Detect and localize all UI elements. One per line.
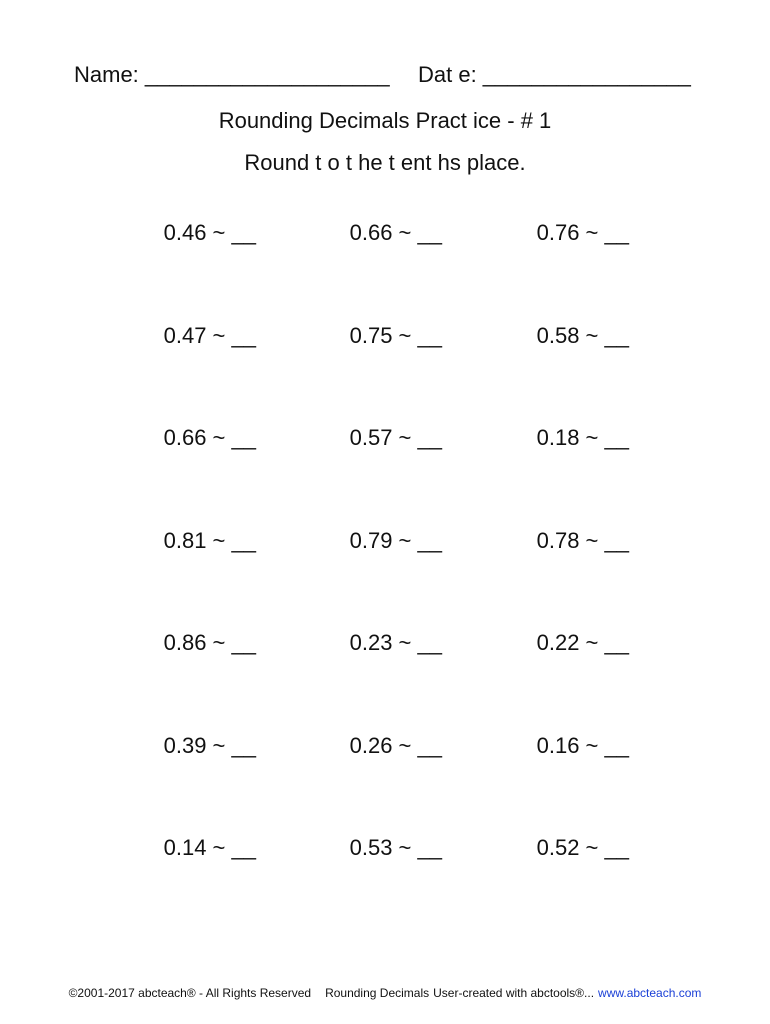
problem-item: 0.39 ~ __ bbox=[163, 732, 256, 758]
problem-row bbox=[0, 733, 770, 836]
problem-item: 0.66 ~ __ bbox=[349, 220, 442, 245]
problem-item: 0.22 ~ __ bbox=[536, 630, 629, 655]
problem-item: 0.53 ~ __ bbox=[349, 835, 442, 860]
problem-grid bbox=[0, 220, 770, 938]
problem-item: 0.57 ~ __ bbox=[349, 425, 442, 450]
problem-item: 0.26 ~ __ bbox=[349, 732, 442, 758]
problem-item: 0.81 ~ __ bbox=[163, 527, 256, 553]
problem-item: 0.23 ~ __ bbox=[349, 630, 442, 655]
problem-row bbox=[0, 835, 770, 938]
problem-row bbox=[0, 425, 770, 528]
problem-row bbox=[0, 323, 770, 426]
problem-item: 0.16 ~ __ bbox=[536, 732, 629, 758]
page-footer bbox=[0, 986, 770, 1000]
problem-item: 0.52 ~ __ bbox=[536, 835, 629, 860]
problem-item: 0.66 ~ __ bbox=[163, 425, 256, 450]
problem-item: 0.47 ~ __ bbox=[163, 322, 256, 348]
problem-item: 0.78 ~ __ bbox=[536, 527, 629, 553]
copyright-text: ©2001-2017 abcteach® - All Rights Reserved bbox=[68, 986, 312, 1000]
problem-item: 0.76 ~ __ bbox=[536, 220, 629, 245]
website-link[interactable]: www.abcteach.com bbox=[598, 986, 702, 1000]
worksheet-title: Rounding Decimals Pract ice - # 1 bbox=[218, 108, 552, 133]
problem-row bbox=[0, 220, 770, 323]
problem-item: 0.46 ~ __ bbox=[163, 220, 256, 245]
name-field: Name: ____________________ bbox=[74, 62, 390, 87]
worksheet-name: Rounding Decimals bbox=[325, 986, 430, 1000]
instruction-text: Round t o t he t ent hs place. bbox=[244, 150, 526, 175]
problem-item: 0.79 ~ __ bbox=[349, 527, 442, 553]
problem-item: 0.75 ~ __ bbox=[349, 322, 442, 348]
problem-item: 0.14 ~ __ bbox=[163, 835, 256, 860]
problem-item: 0.18 ~ __ bbox=[536, 425, 629, 450]
problem-item: 0.58 ~ __ bbox=[536, 322, 629, 348]
problem-item: 0.86 ~ __ bbox=[163, 630, 256, 655]
date-field: Dat e: _________________ bbox=[418, 62, 691, 87]
problem-row bbox=[0, 630, 770, 733]
problem-row bbox=[0, 528, 770, 631]
created-with-text: User-created with abctools®... bbox=[433, 986, 595, 1000]
